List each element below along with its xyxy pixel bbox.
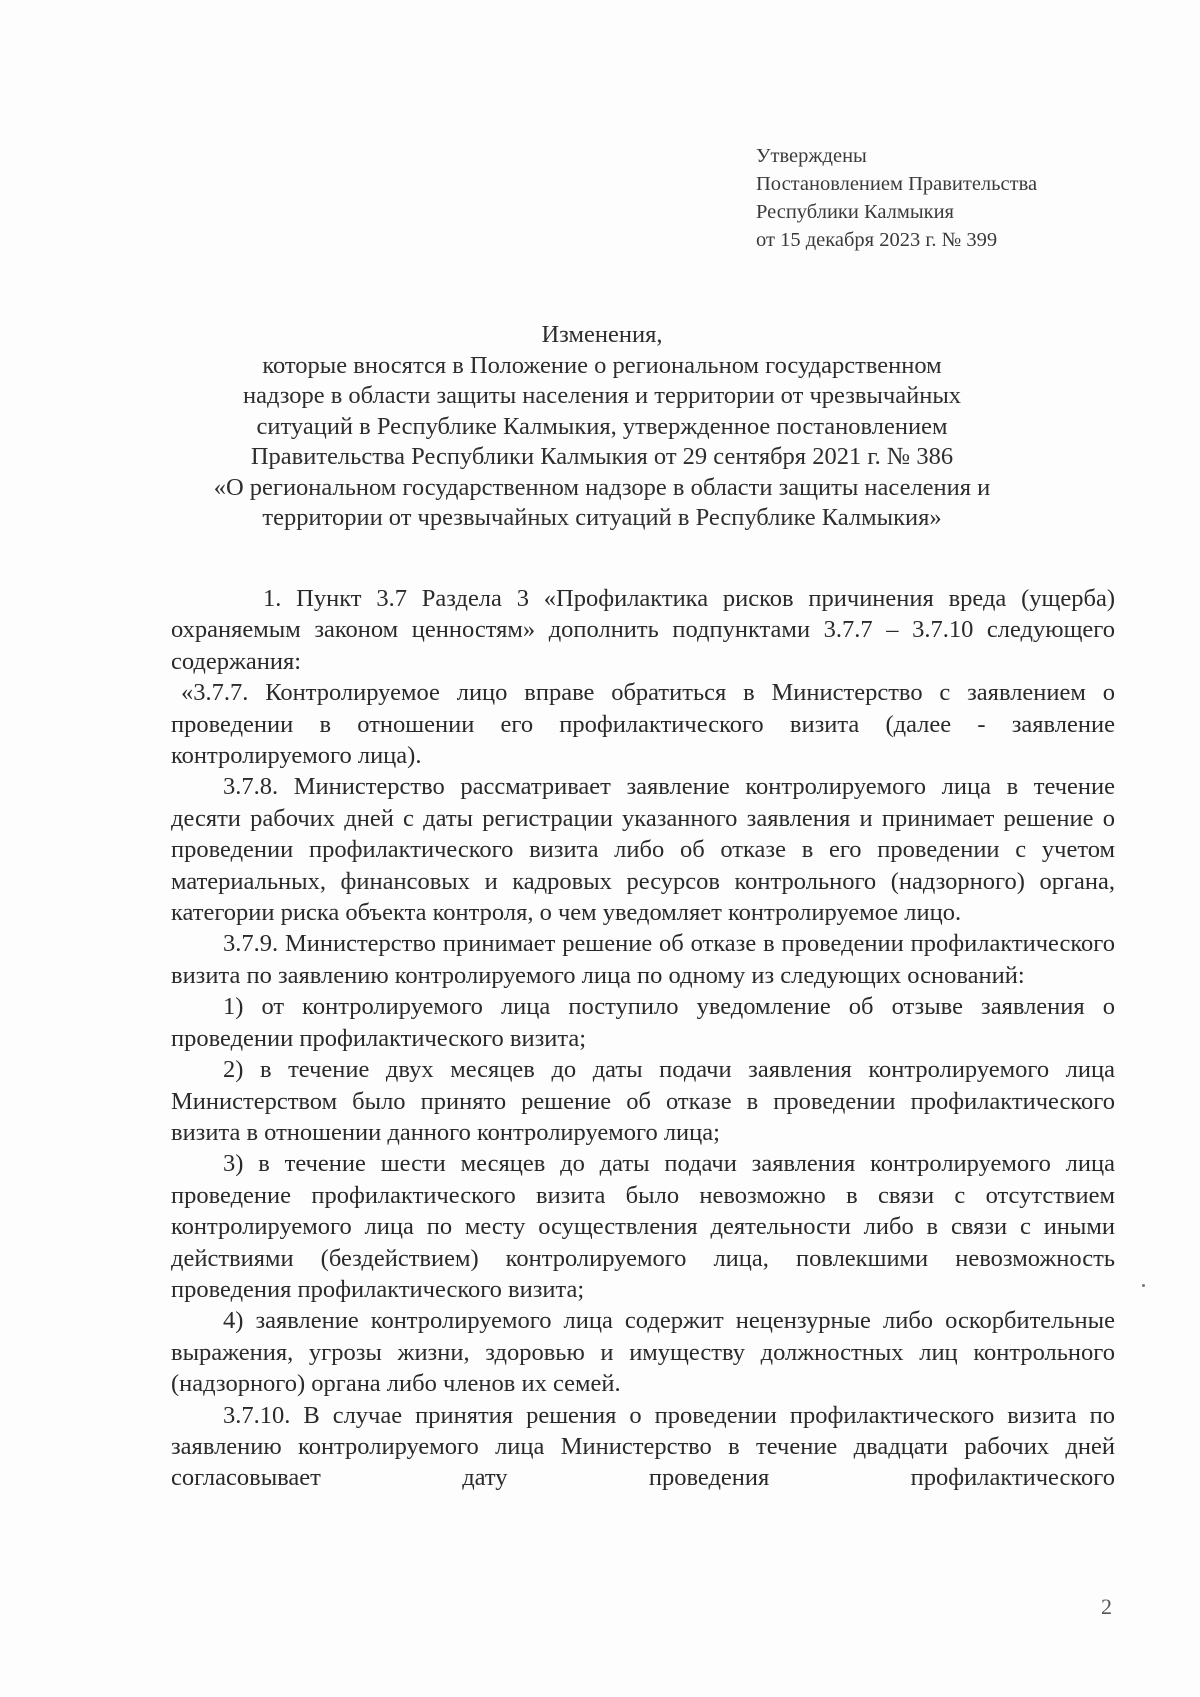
paragraph-ground-2: 2) в течение двух месяцев до даты подачи заявления контролируемого лица Министерством было принято решение об отказе в проведении профилактического визита в отношении данного контролируемого лица;	[171, 1056, 1115, 1146]
approval-date: от 15 декабря 2023 г. № 399	[756, 229, 998, 251]
approval-stamp	[756, 142, 1037, 254]
approval-line: Постановлением Правительства	[756, 173, 1038, 195]
title-line: «О региональном государственном надзоре в области защиты населения и	[213, 473, 991, 501]
approval-line: Утверждены	[756, 145, 867, 167]
paragraph-3-7-8: 3.7.8. Министерство рассматривает заявление контролируемого лица в течение десяти рабочих дней с даты регистрации указанного заявления и принимает решение о проведении профилактического визита либо об отказе в его проведении с учетом материальных, финансовых и кадровых ресурсов контрольного (надзорного) органа, категории риска объекта контроля, о чем уведомляет контролируемое лицо.	[171, 773, 1115, 927]
title-heading: Изменения,	[541, 321, 663, 348]
title-line: территории от чрезвычайных ситуаций в Республике Калмыкия»	[262, 504, 942, 531]
scan-speck	[1142, 1284, 1145, 1287]
paragraph-3-7-10: 3.7.10. В случае принятия решения о проведении профилактического визита по заявлению контролируемого лица Министерство в течение двадцати рабочих дней согласовывает дату проведения профилактического	[171, 1401, 1115, 1492]
title-line: Правительства Республики Калмыкия от 29 сентября 2021 г. № 386	[250, 443, 954, 470]
title-line: ситуаций в Республике Калмыкия, утвержденное постановлением	[256, 412, 948, 440]
page-number: 2	[1101, 1594, 1112, 1619]
paragraph-ground-3: 3) в течение шести месяцев до даты подачи заявления контролируемого лица проведение профилактического визита было невозможно в связи с отсутствием контролируемого лица по месту осуществления деятельности либо в связи с иными действиями (бездействием) контролируемого лица, повлекшими невозможность проведения профилактического визита;	[171, 1150, 1115, 1303]
paragraph-3-7-9: 3.7.9. Министерство принимает решение об отказе в проведении профилактического визита по заявлению контролируемого лица по одному из следующих оснований:	[171, 930, 1115, 989]
document-body	[171, 583, 1115, 1494]
paragraph-item-1: 1. Пункт 3.7 Раздела 3 «Профилактика рисков причинения вреда (ущерба) охраняемым законом ценностям» дополнить подпунктами 3.7.7 – 3.7.10 следующего содержания:	[171, 585, 1115, 675]
title-line: которые вносятся в Положение о региональном государственном	[262, 351, 942, 379]
paragraph-ground-1: 1) от контролируемого лица поступило уведомление об отзыве заявления о проведении профилактического визита;	[171, 993, 1115, 1052]
title-line: надзоре в области защиты населения и территории от чрезвычайных	[242, 382, 962, 409]
approval-line: Республики Калмыкия	[756, 201, 954, 223]
document-title	[150, 320, 1054, 534]
paragraph-3-7-7: «3.7.7. Контролируемое лицо вправе обратиться в Министерство с заявлением о проведении в отношении его профилактического визита (далее - заявление контролируемого лица).	[171, 679, 1115, 770]
paragraph-ground-4: 4) заявление контролируемого лица содержит нецензурные либо оскорбительные выражения, угрозы жизни, здоровью и имуществу должностных лиц контрольного (надзорного) органа либо членов их семей.	[171, 1307, 1115, 1398]
